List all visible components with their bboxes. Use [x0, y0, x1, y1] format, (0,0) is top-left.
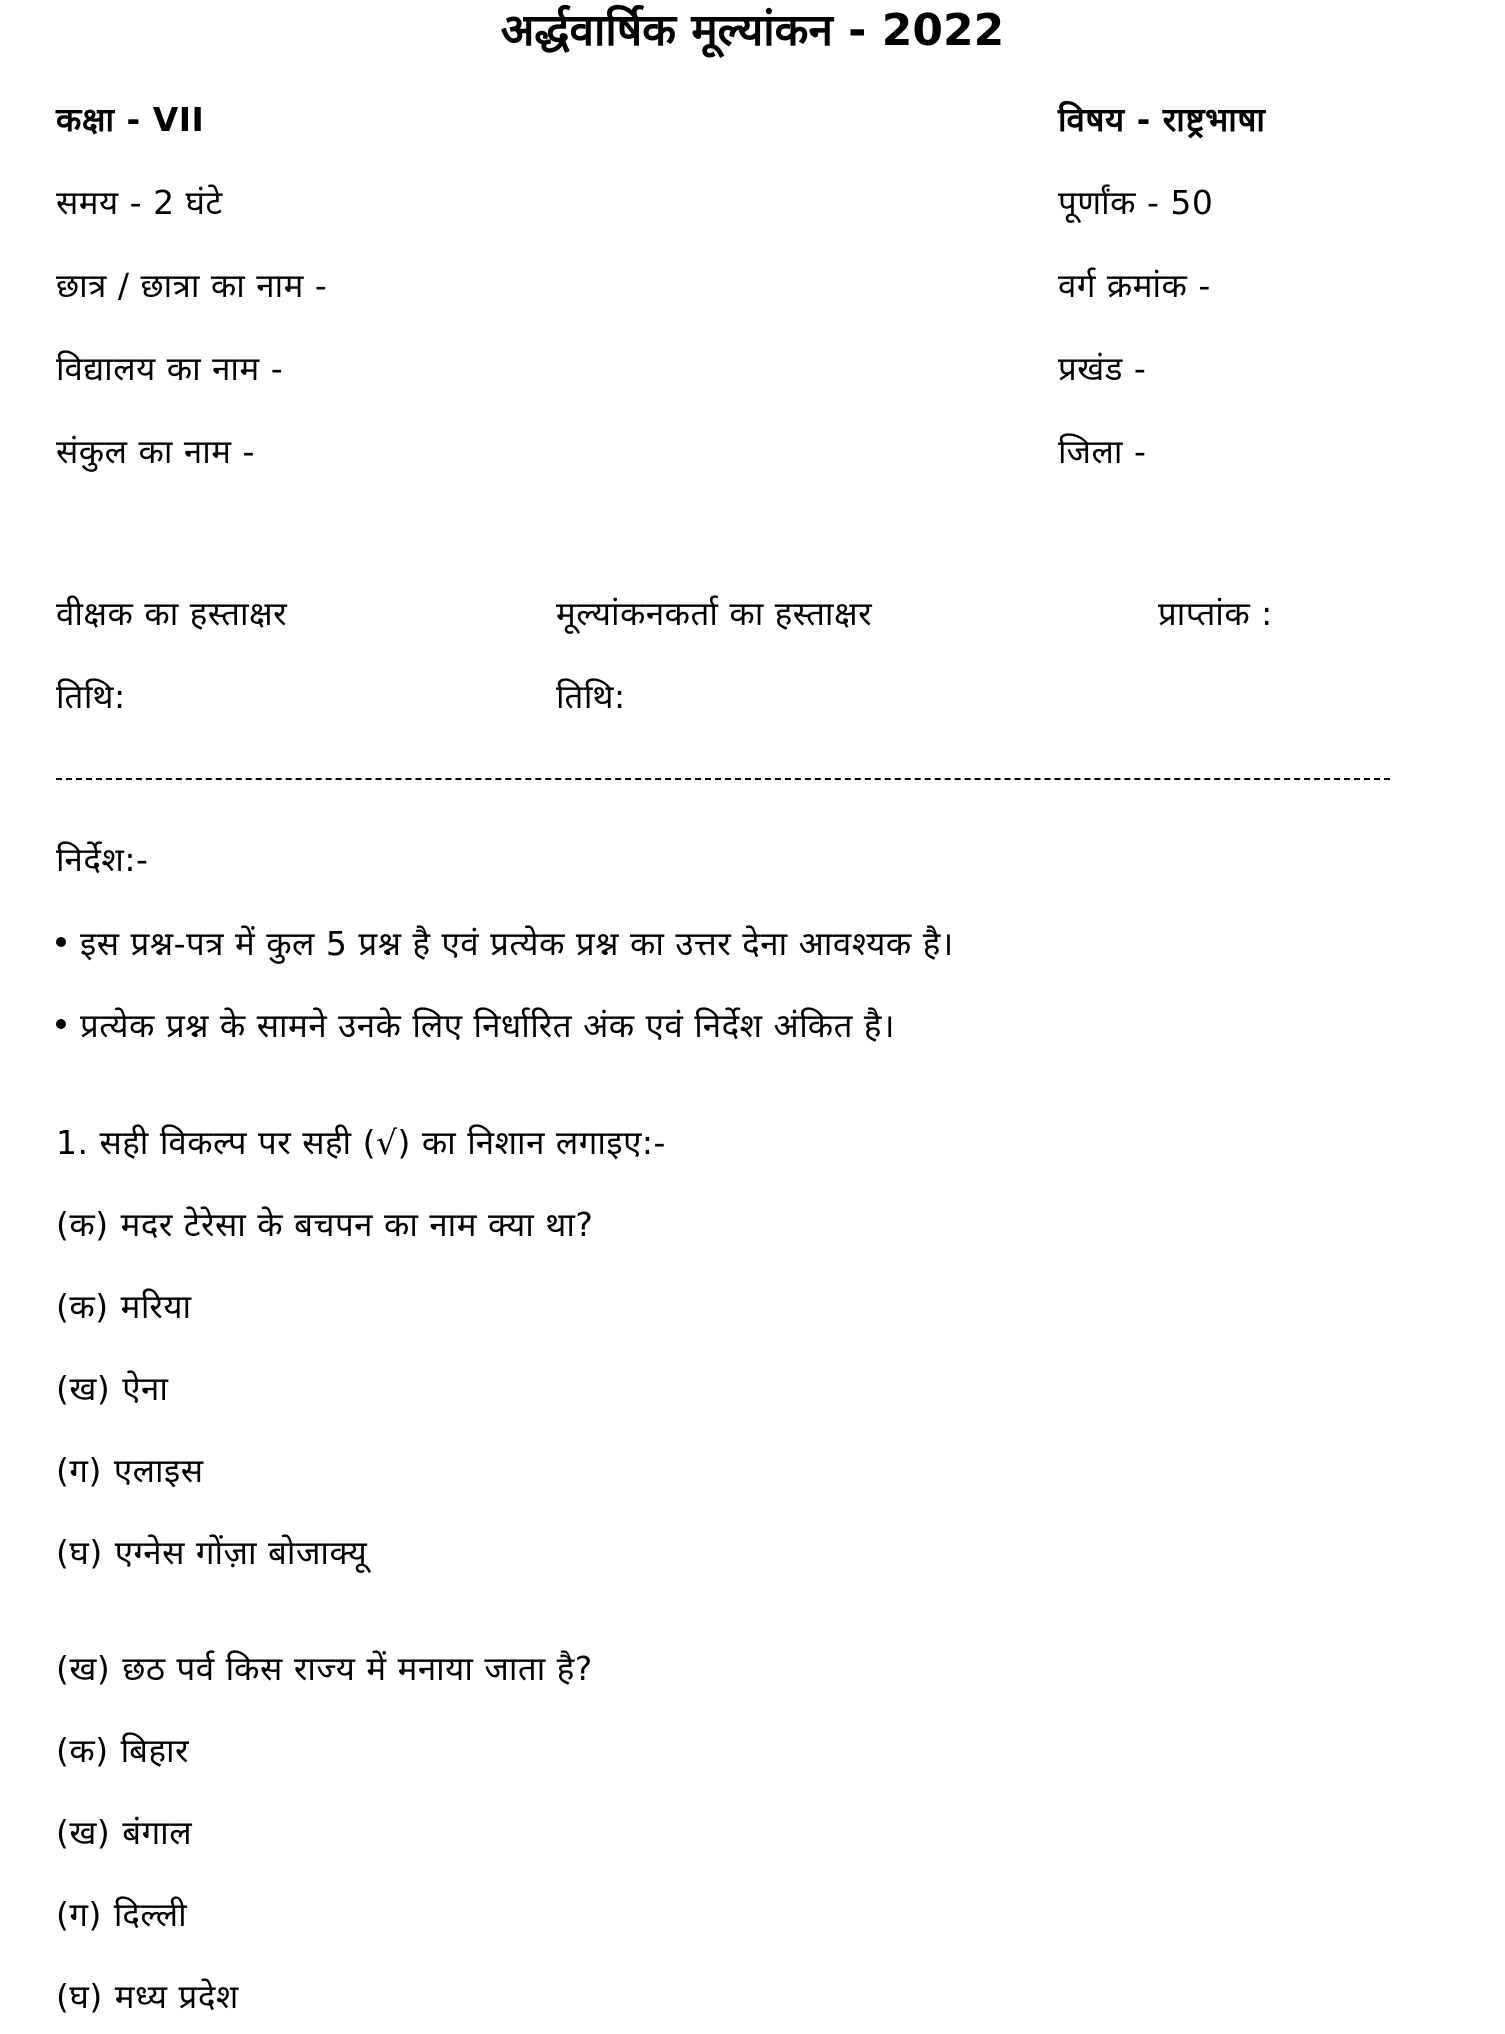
option-label: (ख) — [56, 1369, 111, 1408]
invigilator-signature-label: वीक्षक का हस्ताक्षर — [56, 594, 288, 633]
bullet-icon — [56, 1019, 66, 1029]
class-label: कक्षा - VII — [56, 100, 205, 139]
district-field: जिला - — [1058, 432, 1147, 471]
instruction-item — [56, 1006, 895, 1046]
full-marks-label: पूर्णांक - 50 — [1058, 183, 1214, 222]
sub-question — [56, 1649, 593, 1689]
option-label: (क) — [56, 1731, 109, 1770]
option-label: (क) — [56, 1287, 109, 1326]
marks-obtained-label: प्राप्तांक : — [1158, 594, 1273, 633]
instruction-text: प्रत्येक प्रश्न के सामने उनके लिए निर्धारित अंक एवं निर्देश अंकित है। — [80, 1006, 895, 1045]
option-item[interactable] — [56, 1731, 189, 1771]
option-item[interactable] — [56, 1533, 367, 1573]
option-item[interactable] — [56, 1369, 168, 1409]
subject-label: विषय - राष्ट्रभाषा — [1058, 100, 1266, 139]
option-text: बिहार — [120, 1731, 190, 1770]
block-field: प्रखंड - — [1058, 349, 1147, 388]
instructions-heading: निर्देश:- — [56, 840, 149, 879]
instruction-item — [56, 924, 954, 964]
instruction-text: इस प्रश्न-पत्र में कुल 5 प्रश्न है एवं प्रत्येक प्रश्न का उत्तर देना आवश्यक है। — [80, 924, 954, 963]
option-item[interactable] — [56, 1977, 239, 2017]
option-text: एग्नेस गोंज़ा बोजाक्यू — [114, 1533, 368, 1572]
option-text: दिल्ली — [113, 1895, 188, 1934]
option-text: ऐना — [122, 1369, 169, 1408]
option-item[interactable] — [56, 1451, 204, 1491]
bullet-icon — [56, 937, 66, 947]
roll-number-field: वर्ग क्रमांक - — [1058, 266, 1211, 305]
sub-question-text: मदर टेरेसा के बचपन का नाम क्या था? — [120, 1205, 594, 1244]
page-title: अर्द्धवार्षिक मूल्यांकन - 2022 — [500, 5, 1005, 56]
question-1-heading: 1. सही विकल्प पर सही (√) का निशान लगाइए:- — [56, 1123, 666, 1162]
sub-question — [56, 1205, 593, 1245]
sub-question-label: (क) — [56, 1205, 109, 1244]
student-name-field: छात्र / छात्रा का नाम - — [56, 266, 328, 305]
option-item[interactable] — [56, 1287, 192, 1327]
evaluator-signature-label: मूल्यांकनकर्ता का हस्ताक्षर — [556, 594, 873, 633]
school-name-field: विद्यालय का नाम - — [56, 349, 284, 388]
date-label-evaluator: तिथि: — [556, 677, 626, 716]
sub-question-label: (ख) — [56, 1649, 111, 1688]
option-label: (घ) — [56, 1533, 103, 1572]
option-text: बंगाल — [122, 1813, 193, 1852]
section-divider — [56, 778, 1390, 780]
option-text: मध्य प्रदेश — [114, 1977, 239, 2016]
cluster-name-field: संकुल का नाम - — [56, 432, 255, 471]
time-label: समय - 2 घंटे — [56, 183, 223, 222]
option-label: (ग) — [56, 1895, 102, 1934]
option-item[interactable] — [56, 1895, 187, 1935]
date-label-invigilator: तिथि: — [56, 677, 126, 716]
option-label: (घ) — [56, 1977, 103, 2016]
option-text: मरिया — [120, 1287, 192, 1326]
sub-question-text: छठ पर्व किस राज्य में मनाया जाता है? — [122, 1649, 593, 1688]
option-label: (ग) — [56, 1451, 102, 1490]
option-text: एलाइस — [113, 1451, 204, 1490]
option-label: (ख) — [56, 1813, 111, 1852]
option-item[interactable] — [56, 1813, 192, 1853]
